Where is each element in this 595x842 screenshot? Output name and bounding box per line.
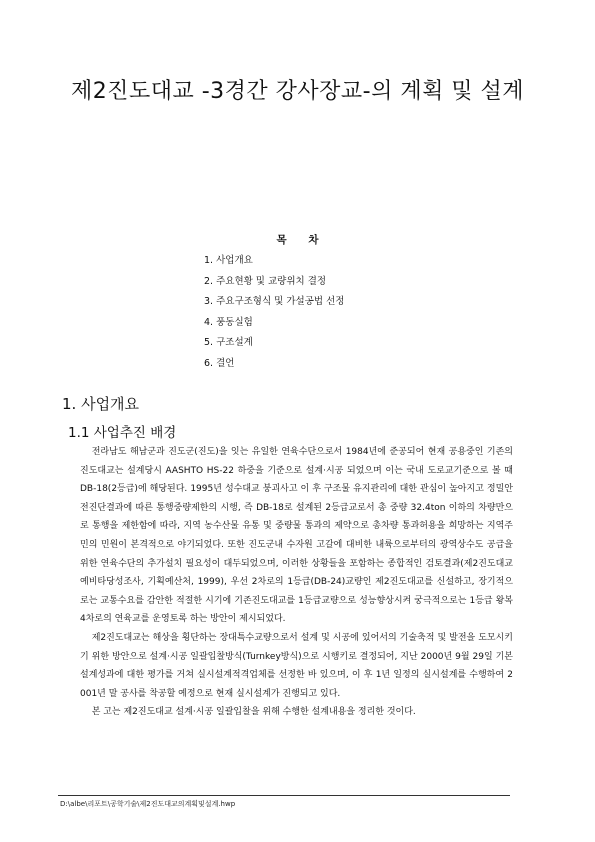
toc-item: 2. 주요현황 및 교량위치 결정 xyxy=(204,275,327,287)
paragraph: 제2진도대교는 해상을 횡단하는 장대특수교량으로서 설계 및 시공에 있어서의 기술축적 및 발전을 도모시키기 위한 방안으로 설계·시공 일괄입찰방식(Turnkey방식)으로 시행키로 결정되어, 지난 2000년 9월 29일 기본설계성과에 대한 평가를 거쳐 실시설계적격업체를 선정한 바 있으며, 이 후 1년 일정의 실시설계를 수행하여 2001년 말 공사를 착공할 예정으로 현재 실시설계가 진행되고 있다. xyxy=(80,632,513,699)
subsection-heading: 1.1 사업추진 배경 xyxy=(68,425,177,441)
toc-item: 5. 구조설계 xyxy=(204,337,253,348)
paragraph: 전라남도 해남군과 진도군(진도)을 잇는 유일한 연육수단으로서 1984년에 준공되어 현재 공용중인 기존의 진도대교는 설계당시 AASHTO HS-22 하중을 기준으로 설계·시공 되었으며 이는 국내 도로교기준으로 볼 때 DB-18(2등급)에 해당된다. 1995년 성수대교 붕괴사고 이 후 구조물 유지관리에 대한 관심이 높아지고 정밀안전진단결과에 따른 통행중량제한의 시행, 즉 DB-18로 설계된 2등급교로서 총 중량 32.4ton 이하의 차량만으로 통행을 제한함에 따라, 지역 농수산물 유통 및 중량물 통과의 제약으로 총차량 통과허용을 희망하는 지역주민의 민원이 본격적으로 야기되었다. 또한 진도군내 수자원 고갈에 대비한 내륙으로부터의 광역상수도 공급을 위한 연육수단의 추가설치 필요성이 대두되었으며, 이러한 상황들을 포함하는 종합적인 검토결과(제2진도대교 예비타당성조사, 기획예산처, 1999), 우선 2차로의 1등급(DB-24)교량인 제2진도대교를 신설하고, 장기적으로는 교통수요를 감안한 적절한 시기에 기존진도대교를 1등급교량으로 성능향상시켜 궁극적으로는 1등급 왕복4차로의 연육교를 운영토록 하는 방안이 제시되었다. xyxy=(80,447,513,625)
toc-item: 4. 풍동실험 xyxy=(204,316,253,328)
toc-item: 3. 주요구조형식 및 가설공법 선정 xyxy=(204,296,345,307)
table-of-contents xyxy=(204,254,344,377)
toc-heading: 목 차 xyxy=(276,234,319,246)
footer-divider xyxy=(58,795,510,796)
toc-item: 6. 결언 xyxy=(204,357,235,369)
document-title: 제2진도대교 -3경간 강사장교-의 계획 및 설계 xyxy=(70,79,525,104)
footer-file-path: D:\albe\리포트\공학기술\제2진도대교의계획및설계.hwp xyxy=(60,800,236,808)
paragraph: 본 고는 제2진도대교 설계·시공 일괄입찰을 위해 수행한 설계내용을 정리한 것이다. xyxy=(91,707,416,718)
body-text xyxy=(80,443,513,722)
section-heading: 1. 사업개요 xyxy=(62,395,140,413)
toc-item: 1. 사업개요 xyxy=(204,255,253,266)
